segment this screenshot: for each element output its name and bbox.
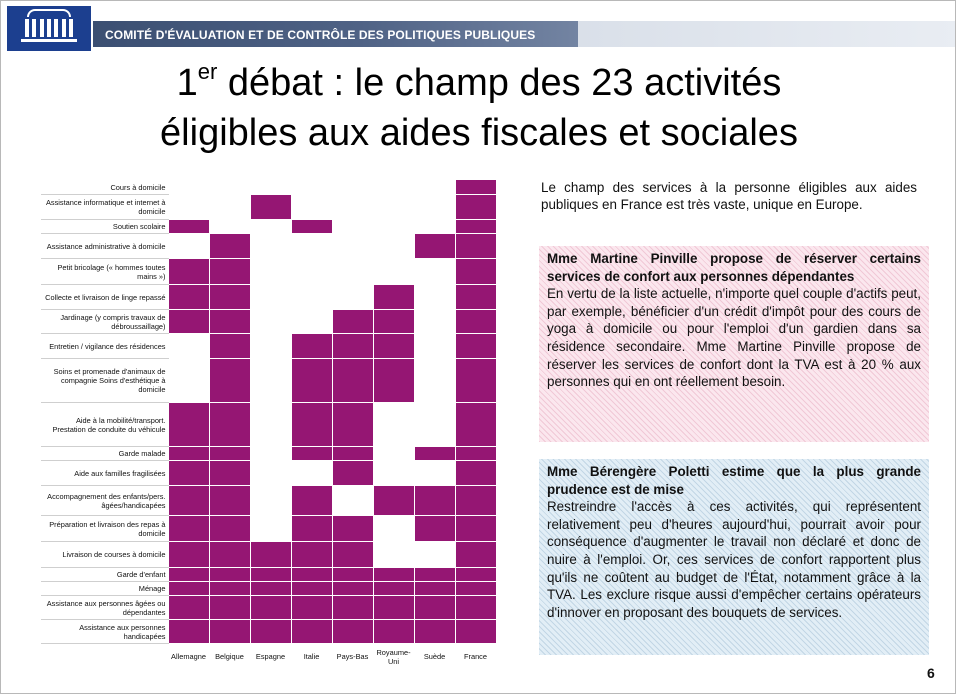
ineligible-cell	[373, 234, 414, 259]
organization-name: COMITÉ D'ÉVALUATION ET DE CONTRÔLE DES POLITIQUES PUBLIQUES	[105, 28, 536, 42]
eligible-cell	[455, 516, 496, 542]
activity-label: Aide à la mobilité/transport. Prestation de conduite du véhicule	[41, 403, 168, 447]
eligible-cell	[209, 486, 250, 516]
ineligible-cell	[373, 542, 414, 568]
eligible-cell	[168, 447, 209, 461]
grid-row	[41, 310, 496, 334]
title-superscript: er	[197, 59, 218, 84]
country-label: Royaume-Uni	[373, 644, 414, 670]
grid-row	[41, 486, 496, 516]
ineligible-cell	[291, 461, 332, 486]
ineligible-cell	[250, 403, 291, 447]
ineligible-cell	[209, 195, 250, 220]
eligible-cell	[332, 620, 373, 644]
ineligible-cell	[168, 234, 209, 259]
eligible-cell	[291, 359, 332, 403]
eligible-cell	[250, 542, 291, 568]
country-label: Allemagne	[168, 644, 209, 670]
eligible-cell	[414, 516, 455, 542]
eligible-cell	[455, 310, 496, 334]
eligible-cell	[209, 582, 250, 596]
eligible-cell	[168, 582, 209, 596]
eligible-cell	[209, 403, 250, 447]
ineligible-cell	[332, 195, 373, 220]
eligible-cell	[332, 582, 373, 596]
activity-label: Aide aux familles fragilisées	[41, 461, 168, 486]
activity-label: Garde d'enfant	[41, 568, 168, 582]
eligible-cell	[455, 180, 496, 195]
country-label: France	[455, 644, 496, 670]
ineligible-cell	[414, 220, 455, 234]
slide-title	[41, 58, 917, 158]
eligible-cell	[250, 620, 291, 644]
eligible-cell	[455, 486, 496, 516]
ineligible-cell	[414, 259, 455, 285]
title-number: 1	[176, 62, 198, 104]
header-bar	[1, 17, 956, 51]
ineligible-cell	[332, 259, 373, 285]
poletti-heading: Mme Bérengère Poletti estime que la plus grande prudence est de mise	[547, 464, 921, 497]
eligible-cell	[168, 403, 209, 447]
activity-label: Accompagnement des enfants/pers. âgées/handicapées	[41, 486, 168, 516]
eligible-cell	[455, 359, 496, 403]
ineligible-cell	[168, 180, 209, 195]
activity-label: Ménage	[41, 582, 168, 596]
grid-row	[41, 220, 496, 234]
activity-label: Soutien scolaire	[41, 220, 168, 234]
eligible-cell	[168, 620, 209, 644]
activity-label: Assistance aux personnes handicapées	[41, 620, 168, 644]
eligible-cell	[455, 620, 496, 644]
activity-label: Entretien / vigilance des résidences	[41, 334, 168, 359]
country-header-row	[41, 644, 496, 670]
activity-label: Petit bricolage (« hommes toutes mains »)	[41, 259, 168, 285]
eligible-cell	[373, 334, 414, 359]
activity-label: Assistance aux personnes âgées ou dépendantes	[41, 596, 168, 620]
header-spacer	[41, 644, 168, 670]
ineligible-cell	[291, 180, 332, 195]
grid-row	[41, 359, 496, 403]
eligible-cell	[168, 596, 209, 620]
grid-row	[41, 259, 496, 285]
grid-row	[41, 334, 496, 359]
eligible-cell	[455, 447, 496, 461]
eligible-cell	[291, 486, 332, 516]
intro-text: Le champ des services à la personne éligibles aux aides publiques en France est très vaste, unique en Europe.	[541, 180, 917, 212]
ineligible-cell	[168, 334, 209, 359]
eligible-cell	[332, 310, 373, 334]
ineligible-cell	[250, 259, 291, 285]
eligible-cell	[455, 596, 496, 620]
ineligible-cell	[291, 310, 332, 334]
eligible-cell	[373, 486, 414, 516]
ineligible-cell	[332, 285, 373, 310]
ineligible-cell	[414, 359, 455, 403]
country-label: Espagne	[250, 644, 291, 670]
assembly-logo	[7, 6, 91, 51]
ineligible-cell	[414, 542, 455, 568]
poletti-body: Restreindre l'accès à ces activités, qui représentent relativement peu d'heures aujourd'hui, pourrait avoir pour conséquence d'augmenter le travail non déclaré et donc de nuire à l'emploi. Or, ces services de confort rapportent plus qu'ils ne coûtent au budget de l'État, notamment grâce à la TVA. Les exclure risque aussi d'empêcher certains opérateurs d'innover en proposant des bouquets de services.	[547, 499, 921, 620]
ineligible-cell	[250, 461, 291, 486]
ineligible-cell	[291, 285, 332, 310]
country-label: Suède	[414, 644, 455, 670]
eligible-cell	[168, 259, 209, 285]
grid-row	[41, 568, 496, 582]
eligible-cell	[373, 568, 414, 582]
eligible-cell	[209, 568, 250, 582]
ineligible-cell	[291, 195, 332, 220]
ineligible-cell	[373, 180, 414, 195]
eligible-cell	[291, 582, 332, 596]
activity-label: Garde malade	[41, 447, 168, 461]
logo-base-icon	[21, 39, 77, 42]
eligible-cell	[168, 285, 209, 310]
grid-row	[41, 582, 496, 596]
eligible-cell	[332, 461, 373, 486]
grid-row	[41, 234, 496, 259]
eligible-cell	[332, 542, 373, 568]
eligible-cell	[455, 334, 496, 359]
ineligible-cell	[414, 180, 455, 195]
eligible-cell	[414, 234, 455, 259]
ineligible-cell	[373, 195, 414, 220]
pinville-body: En vertu de la liste actuelle, n'importe quel couple d'actifs peut, par exemple, bénéficier d'un crédit d'impôt pour des cours de yoga à domicile ou pour l'emploi d'un gardien dans sa résidence secondaire. Mme Martine Pinville propose de réserver les services de confort dont la TVA est à 20 % aux personnes qui en ont réellement besoin.	[547, 286, 921, 390]
ineligible-cell	[250, 516, 291, 542]
eligible-cell	[209, 234, 250, 259]
grid-row	[41, 542, 496, 568]
eligible-cell	[168, 568, 209, 582]
ineligible-cell	[291, 259, 332, 285]
activity-label: Assistance informatique et internet à domicile	[41, 195, 168, 220]
eligible-cell	[455, 542, 496, 568]
ineligible-cell	[250, 359, 291, 403]
eligible-cell	[250, 195, 291, 220]
pinville-proposal-box	[539, 246, 929, 442]
ineligible-cell	[414, 334, 455, 359]
eligible-cell	[332, 403, 373, 447]
ineligible-cell	[332, 180, 373, 195]
eligible-cell	[414, 596, 455, 620]
ineligible-cell	[250, 486, 291, 516]
activity-label: Assistance administrative à domicile	[41, 234, 168, 259]
activity-label: Collecte et livraison de linge repassé	[41, 285, 168, 310]
eligible-cell	[455, 461, 496, 486]
country-label: Pays-Bas	[332, 644, 373, 670]
eligible-cell	[414, 486, 455, 516]
eligible-cell	[291, 568, 332, 582]
ineligible-cell	[250, 334, 291, 359]
activity-label: Préparation et livraison des repas à domicile	[41, 516, 168, 542]
eligible-cell	[455, 259, 496, 285]
ineligible-cell	[373, 516, 414, 542]
ineligible-cell	[414, 403, 455, 447]
eligible-cell	[332, 334, 373, 359]
eligible-cell	[209, 447, 250, 461]
eligible-cell	[373, 582, 414, 596]
eligible-cell	[209, 516, 250, 542]
ineligible-cell	[291, 234, 332, 259]
eligible-cell	[168, 486, 209, 516]
poletti-opinion-box	[539, 459, 929, 655]
eligible-cell	[250, 582, 291, 596]
ineligible-cell	[414, 285, 455, 310]
eligible-cell	[209, 620, 250, 644]
ineligible-cell	[332, 234, 373, 259]
eligible-cell	[373, 310, 414, 334]
eligible-cell	[332, 359, 373, 403]
ineligible-cell	[414, 461, 455, 486]
page-number: 6	[927, 665, 935, 681]
grid-body	[41, 180, 496, 670]
eligible-cell	[209, 285, 250, 310]
ineligible-cell	[250, 220, 291, 234]
eligible-cell	[291, 596, 332, 620]
activity-label: Cours à domicile	[41, 180, 168, 195]
eligible-cell	[332, 596, 373, 620]
eligible-cell	[455, 582, 496, 596]
ineligible-cell	[373, 403, 414, 447]
ineligible-cell	[332, 486, 373, 516]
eligible-cell	[291, 542, 332, 568]
ineligible-cell	[250, 310, 291, 334]
eligible-cell	[291, 220, 332, 234]
grid-row	[41, 285, 496, 310]
eligible-cell	[291, 334, 332, 359]
eligible-cell	[209, 310, 250, 334]
ineligible-cell	[332, 220, 373, 234]
eligible-cell	[209, 461, 250, 486]
grid-row	[41, 596, 496, 620]
eligible-cell	[455, 220, 496, 234]
eligible-cell	[373, 359, 414, 403]
ineligible-cell	[373, 461, 414, 486]
eligible-cell	[455, 403, 496, 447]
grid-row	[41, 403, 496, 447]
country-label: Belgique	[209, 644, 250, 670]
eligible-cell	[414, 620, 455, 644]
grid-row	[41, 516, 496, 542]
activity-label: Jardinage (y compris travaux de débroussaillage)	[41, 310, 168, 334]
eligible-cell	[168, 516, 209, 542]
eligible-cell	[455, 568, 496, 582]
eligibility-table	[41, 179, 497, 670]
eligible-cell	[168, 542, 209, 568]
grid-row	[41, 620, 496, 644]
eligible-cell	[209, 259, 250, 285]
activity-label: Soins et promenade d'animaux de compagnie Soins d'esthétique à domicile	[41, 359, 168, 403]
logo-columns-icon	[25, 19, 73, 37]
eligible-cell	[168, 461, 209, 486]
eligible-cell	[455, 195, 496, 220]
activity-label: Livraison de courses à domicile	[41, 542, 168, 568]
eligible-cell	[168, 310, 209, 334]
grid-row	[41, 461, 496, 486]
eligible-cell	[291, 403, 332, 447]
eligible-cell	[250, 596, 291, 620]
ineligible-cell	[250, 285, 291, 310]
pinville-heading: Mme Martine Pinville propose de réserver certains services de confort aux personnes dépendantes	[547, 251, 921, 284]
ineligible-cell	[373, 259, 414, 285]
eligible-cell	[291, 447, 332, 461]
ineligible-cell	[250, 234, 291, 259]
eligible-cell	[209, 359, 250, 403]
ineligible-cell	[250, 447, 291, 461]
eligibility-grid	[41, 179, 497, 670]
ineligible-cell	[168, 359, 209, 403]
eligible-cell	[373, 285, 414, 310]
ineligible-cell	[250, 180, 291, 195]
ineligible-cell	[414, 310, 455, 334]
ineligible-cell	[414, 195, 455, 220]
grid-row	[41, 195, 496, 220]
grid-row	[41, 447, 496, 461]
logo-dome-icon	[27, 9, 71, 17]
eligible-cell	[373, 620, 414, 644]
eligible-cell	[291, 516, 332, 542]
eligible-cell	[455, 234, 496, 259]
ineligible-cell	[209, 180, 250, 195]
eligible-cell	[332, 447, 373, 461]
eligible-cell	[332, 516, 373, 542]
eligible-cell	[291, 620, 332, 644]
eligible-cell	[209, 542, 250, 568]
eligible-cell	[414, 582, 455, 596]
eligible-cell	[455, 285, 496, 310]
title-line1: débat : le champ des 23 activités	[217, 62, 782, 104]
ineligible-cell	[373, 220, 414, 234]
eligible-cell	[373, 596, 414, 620]
eligible-cell	[209, 596, 250, 620]
eligible-cell	[332, 568, 373, 582]
ineligible-cell	[373, 447, 414, 461]
country-label: Italie	[291, 644, 332, 670]
eligible-cell	[414, 447, 455, 461]
eligible-cell	[250, 568, 291, 582]
ineligible-cell	[209, 220, 250, 234]
ineligible-cell	[168, 195, 209, 220]
title-line2: éligibles aux aides fiscales et sociales	[160, 112, 798, 154]
eligible-cell	[209, 334, 250, 359]
grid-row	[41, 180, 496, 195]
eligible-cell	[414, 568, 455, 582]
eligible-cell	[168, 220, 209, 234]
